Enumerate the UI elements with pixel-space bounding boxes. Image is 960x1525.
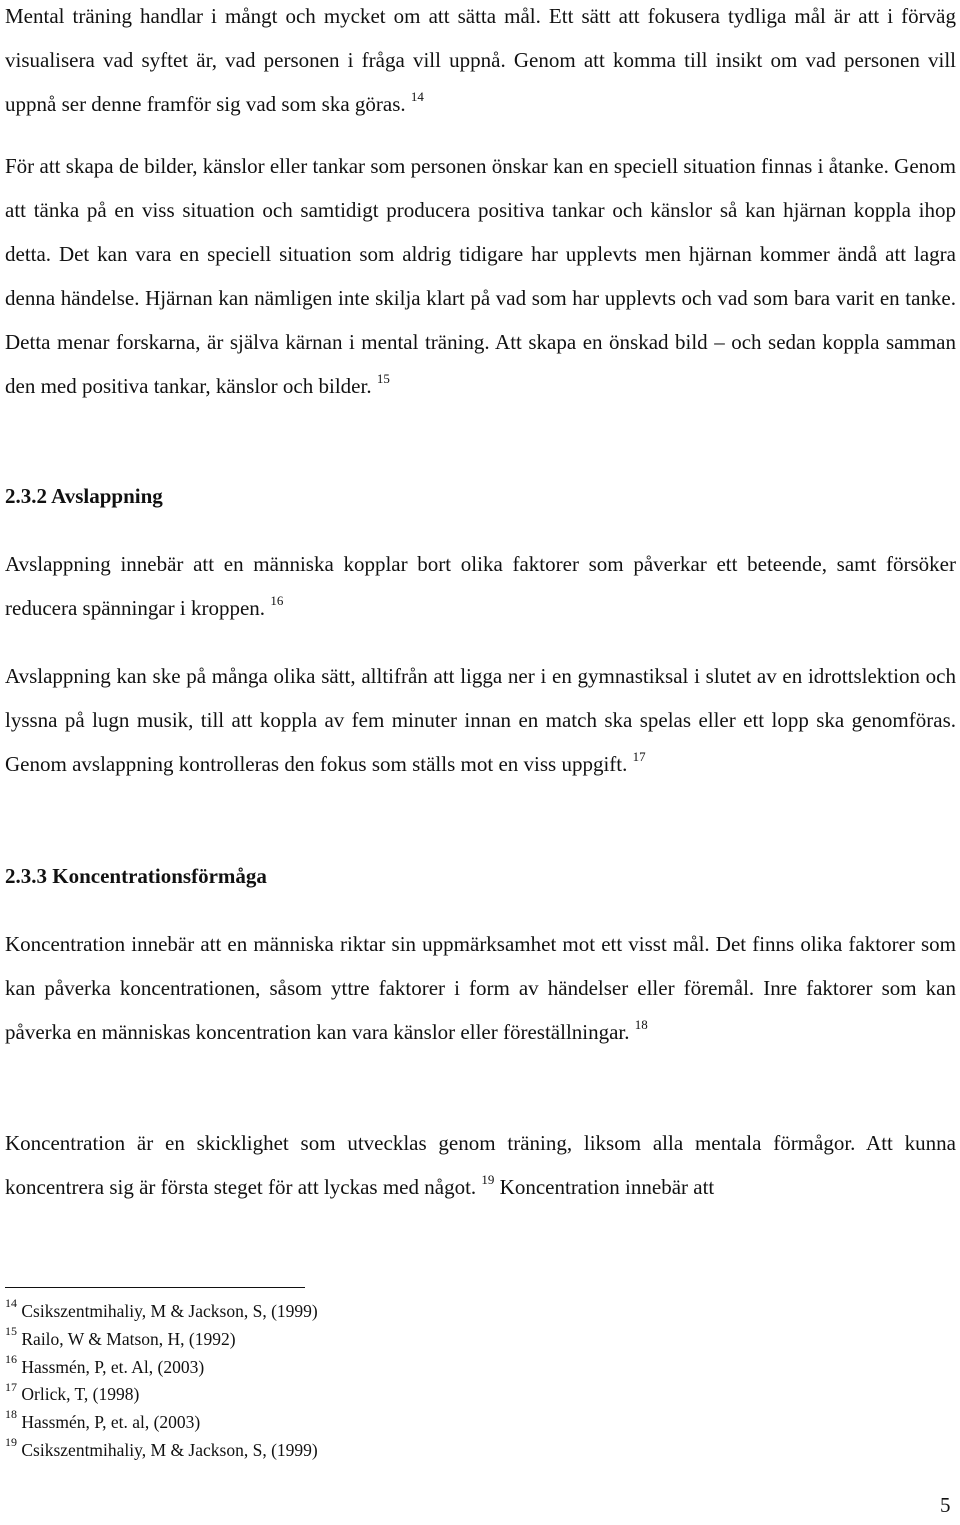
footnote-item <box>5 1437 318 1465</box>
footnote-ref[interactable]: 17 <box>632 748 646 764</box>
paragraph-text: För att skapa de bilder, känslor eller tankar som personen önskar kan en speciell situation finnas i åtanke. Genom att tänka på en viss situation och samtidigt producera positiva tankar och känslor så kan hjärnan koppla ihop detta. Det kan vara en speciell situation som aldrig tidigare har upplevts men hjärnan kommer ändå att lagra denna händelse. Hjärnan kan nämligen inte skilja klart på vad som har upplevts och vad som bara varit en tanke. Detta menar forskarna, är själva kärnan i mental träning. Att skapa en önskad bild – och sedan koppla samman den med positiva tankar, känslor och bilder. <box>5 154 956 398</box>
footnote-item <box>5 1351 318 1382</box>
footnote-text: Hassmén, P, et. al, (2003) <box>21 1412 201 1433</box>
footnote-text: Csikszentmihaliy, M & Jackson, S, (1999) <box>21 1301 318 1321</box>
footnote-text: Orlick, T, (1998) <box>21 1384 140 1405</box>
footnote-text: Hassmén, P, et. Al, (2003) <box>21 1356 205 1377</box>
footnote-number: 19 <box>5 1435 17 1450</box>
footnote-number: 14 <box>5 1296 17 1311</box>
footnote-number: 16 <box>5 1351 17 1366</box>
footnote-list <box>5 1298 318 1465</box>
paragraph-concentration-skill <box>5 1122 956 1210</box>
footnote-item <box>5 1323 318 1354</box>
paragraph-text: Avslappning innebär att en människa kopplar bort olika faktorer som påverkar ett beteende, samt försöker reducera spänningar i kroppen. <box>5 552 956 620</box>
paragraph-visualization <box>5 145 956 408</box>
section-heading-koncentrationsformaga: 2.3.3 Koncentrationsförmåga <box>5 864 267 888</box>
footnote-ref[interactable]: 19 <box>481 1171 495 1187</box>
footnote-item <box>5 1409 318 1437</box>
footnote-ref[interactable]: 15 <box>376 370 390 386</box>
paragraph-mental-training <box>5 0 956 127</box>
footnote-item <box>5 1381 318 1409</box>
footnote-number: 18 <box>5 1407 17 1422</box>
paragraph-text: Mental träning handlar i mångt och mycket om att sätta mål. Ett sätt att fokusera tydliga mål är att i förväg visualisera vad syftet är, vad personen i fråga vill uppnå. Genom att komma till insikt om vad personen vill uppnå ser denne framför sig vad som ska göras. <box>5 4 956 116</box>
page-number: 5 <box>940 1493 951 1517</box>
footnote-ref[interactable]: 16 <box>270 592 284 608</box>
footnote-ref[interactable]: 18 <box>634 1016 648 1032</box>
footnote-text: Csikszentmihaliy, M & Jackson, S, (1999) <box>21 1439 318 1460</box>
footnote-ref[interactable]: 14 <box>410 88 424 104</box>
paragraph-text-continued: Koncentration innebär att <box>494 1174 715 1199</box>
paragraph-relaxation-methods <box>5 655 956 787</box>
paragraph-text: Koncentration är en skicklighet som utvecklas genom träning, liksom alla mentala förmågor. Att kunna koncentrera sig är första steget för att lyckas med något. <box>5 1131 956 1199</box>
paragraph-text: Avslappning kan ske på många olika sätt, alltifrån att ligga ner i en gymnastiksal i slutet av en idrottslektion och lyssna på lugn musik, till att koppla av fem minuter innan en match ska spelas eller ett lopp ska genomföras. Genom avslappning kontrolleras den fokus som ställs mot en viss uppgift. <box>5 664 956 776</box>
footnote-number: 17 <box>5 1379 17 1394</box>
paragraph-relaxation-definition <box>5 543 956 631</box>
paragraph-concentration-definition <box>5 923 956 1055</box>
footnote-item <box>5 1298 318 1326</box>
section-heading-avslappning: 2.3.2 Avslappning <box>5 484 163 508</box>
footnote-separator <box>5 1287 305 1288</box>
footnote-text: Railo, W & Matson, H, (1992) <box>21 1328 236 1349</box>
footnote-number: 15 <box>5 1323 17 1338</box>
paragraph-text: Koncentration innebär att en människa riktar sin uppmärksamhet mot ett visst mål. Det finns olika faktorer som kan påverka koncentrationen, såsom yttre faktorer i form av händelser eller föremål. Inre faktorer som kan påverka en människas koncentration kan vara känslor eller föreställningar. <box>5 932 956 1044</box>
